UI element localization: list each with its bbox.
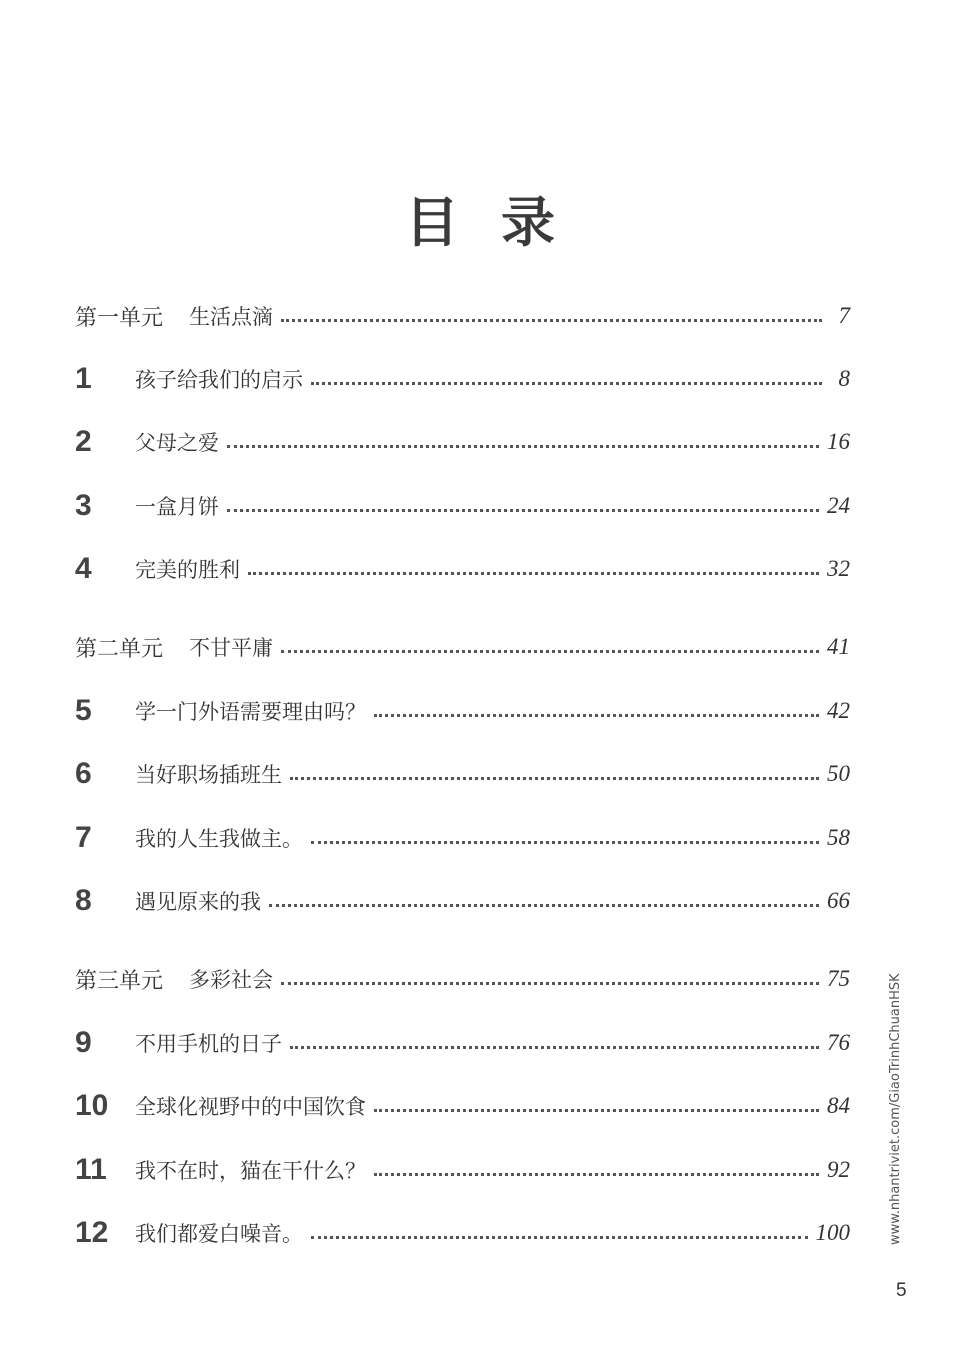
lesson-number: 6 <box>75 757 92 790</box>
page-ref: 75 <box>827 966 850 991</box>
dot-leader <box>290 1046 819 1049</box>
lesson-title: 我不在时，猫在干什么？ <box>135 1159 366 1183</box>
dot-leader <box>311 841 819 844</box>
toc-lesson-1[interactable] <box>75 359 850 399</box>
dot-leader <box>374 1109 819 1112</box>
lesson-title: 不用手机的日子 <box>135 1032 282 1056</box>
page-number: 5 <box>896 1280 907 1301</box>
dot-leader <box>248 572 819 575</box>
lesson-number: 2 <box>75 425 92 458</box>
lesson-number: 10 <box>75 1089 109 1122</box>
dot-leader <box>227 445 819 448</box>
toc-lesson-3[interactable] <box>75 486 850 526</box>
lesson-number: 12 <box>75 1216 109 1249</box>
unit-label: 第一单元 <box>75 305 164 331</box>
unit-title: 多彩社会 <box>189 968 274 992</box>
toc-unit-2[interactable] <box>75 627 850 667</box>
lesson-title: 学一门外语需要理由吗？ <box>135 700 366 724</box>
lesson-number: 3 <box>75 489 92 522</box>
page-ref: 50 <box>827 761 850 786</box>
lesson-title: 遇见原来的我 <box>135 890 261 914</box>
toc-lesson-2[interactable] <box>75 422 850 462</box>
page-ref: 92 <box>827 1157 850 1182</box>
lesson-title: 全球化视野中的中国饮食 <box>135 1095 366 1119</box>
lesson-title: 我们都爱白噪音。 <box>135 1222 303 1246</box>
unit-label: 第三单元 <box>75 968 164 994</box>
page-ref: 84 <box>827 1093 850 1118</box>
lesson-title: 一盒月饼 <box>135 495 219 519</box>
page-ref: 42 <box>827 698 850 723</box>
toc-lesson-5[interactable] <box>75 691 850 731</box>
lesson-title: 完美的胜利 <box>135 558 240 582</box>
toc-unit-1[interactable] <box>75 296 850 336</box>
toc-unit-3[interactable] <box>75 959 850 999</box>
unit-title: 生活点滴 <box>189 305 274 329</box>
page-ref: 76 <box>827 1030 850 1055</box>
page-ref: 32 <box>827 556 850 581</box>
page-ref: 41 <box>827 634 850 659</box>
page-ref: 16 <box>827 429 850 454</box>
page-ref: 8 <box>838 366 850 391</box>
lesson-number: 1 <box>75 362 92 395</box>
dot-leader <box>281 319 822 322</box>
dot-leader <box>227 509 819 512</box>
lesson-title: 孩子给我们的启示 <box>135 368 303 392</box>
lesson-number: 11 <box>75 1153 107 1186</box>
page-ref: 100 <box>815 1220 850 1245</box>
toc-lesson-6[interactable] <box>75 754 850 794</box>
page-ref: 24 <box>827 493 850 518</box>
unit-title: 不甘平庸 <box>189 636 274 660</box>
page-title: 目录 <box>405 191 597 254</box>
lesson-title: 我的人生我做主。 <box>135 827 303 851</box>
lesson-title: 当好职场插班生 <box>135 763 282 787</box>
dot-leader <box>281 982 819 985</box>
lesson-number: 7 <box>75 821 92 854</box>
toc-lesson-11[interactable] <box>75 1150 850 1190</box>
toc-lesson-10[interactable] <box>75 1086 850 1126</box>
dot-leader <box>311 382 822 385</box>
toc-lesson-7[interactable] <box>75 818 850 858</box>
side-watermark: www.nhantriviet.com/GiaoTrinhChuanHSK <box>888 973 903 1245</box>
lesson-number: 5 <box>75 694 92 727</box>
dot-leader <box>281 650 819 653</box>
dot-leader <box>269 904 819 907</box>
toc-lesson-12[interactable] <box>75 1213 850 1253</box>
toc-lesson-8[interactable] <box>75 881 850 921</box>
dot-leader <box>311 1236 808 1239</box>
lesson-title: 父母之爱 <box>135 431 219 455</box>
page-ref: 7 <box>838 303 850 328</box>
lesson-number: 4 <box>75 552 92 585</box>
lesson-number: 8 <box>75 884 92 917</box>
dot-leader <box>374 1173 819 1176</box>
unit-label: 第二单元 <box>75 636 164 662</box>
lesson-number: 9 <box>75 1026 92 1059</box>
dot-leader <box>374 714 819 717</box>
toc-lesson-9[interactable] <box>75 1023 850 1063</box>
dot-leader <box>290 777 819 780</box>
page-ref: 66 <box>827 888 850 913</box>
toc-lesson-4[interactable] <box>75 549 850 589</box>
page-ref: 58 <box>827 825 850 850</box>
